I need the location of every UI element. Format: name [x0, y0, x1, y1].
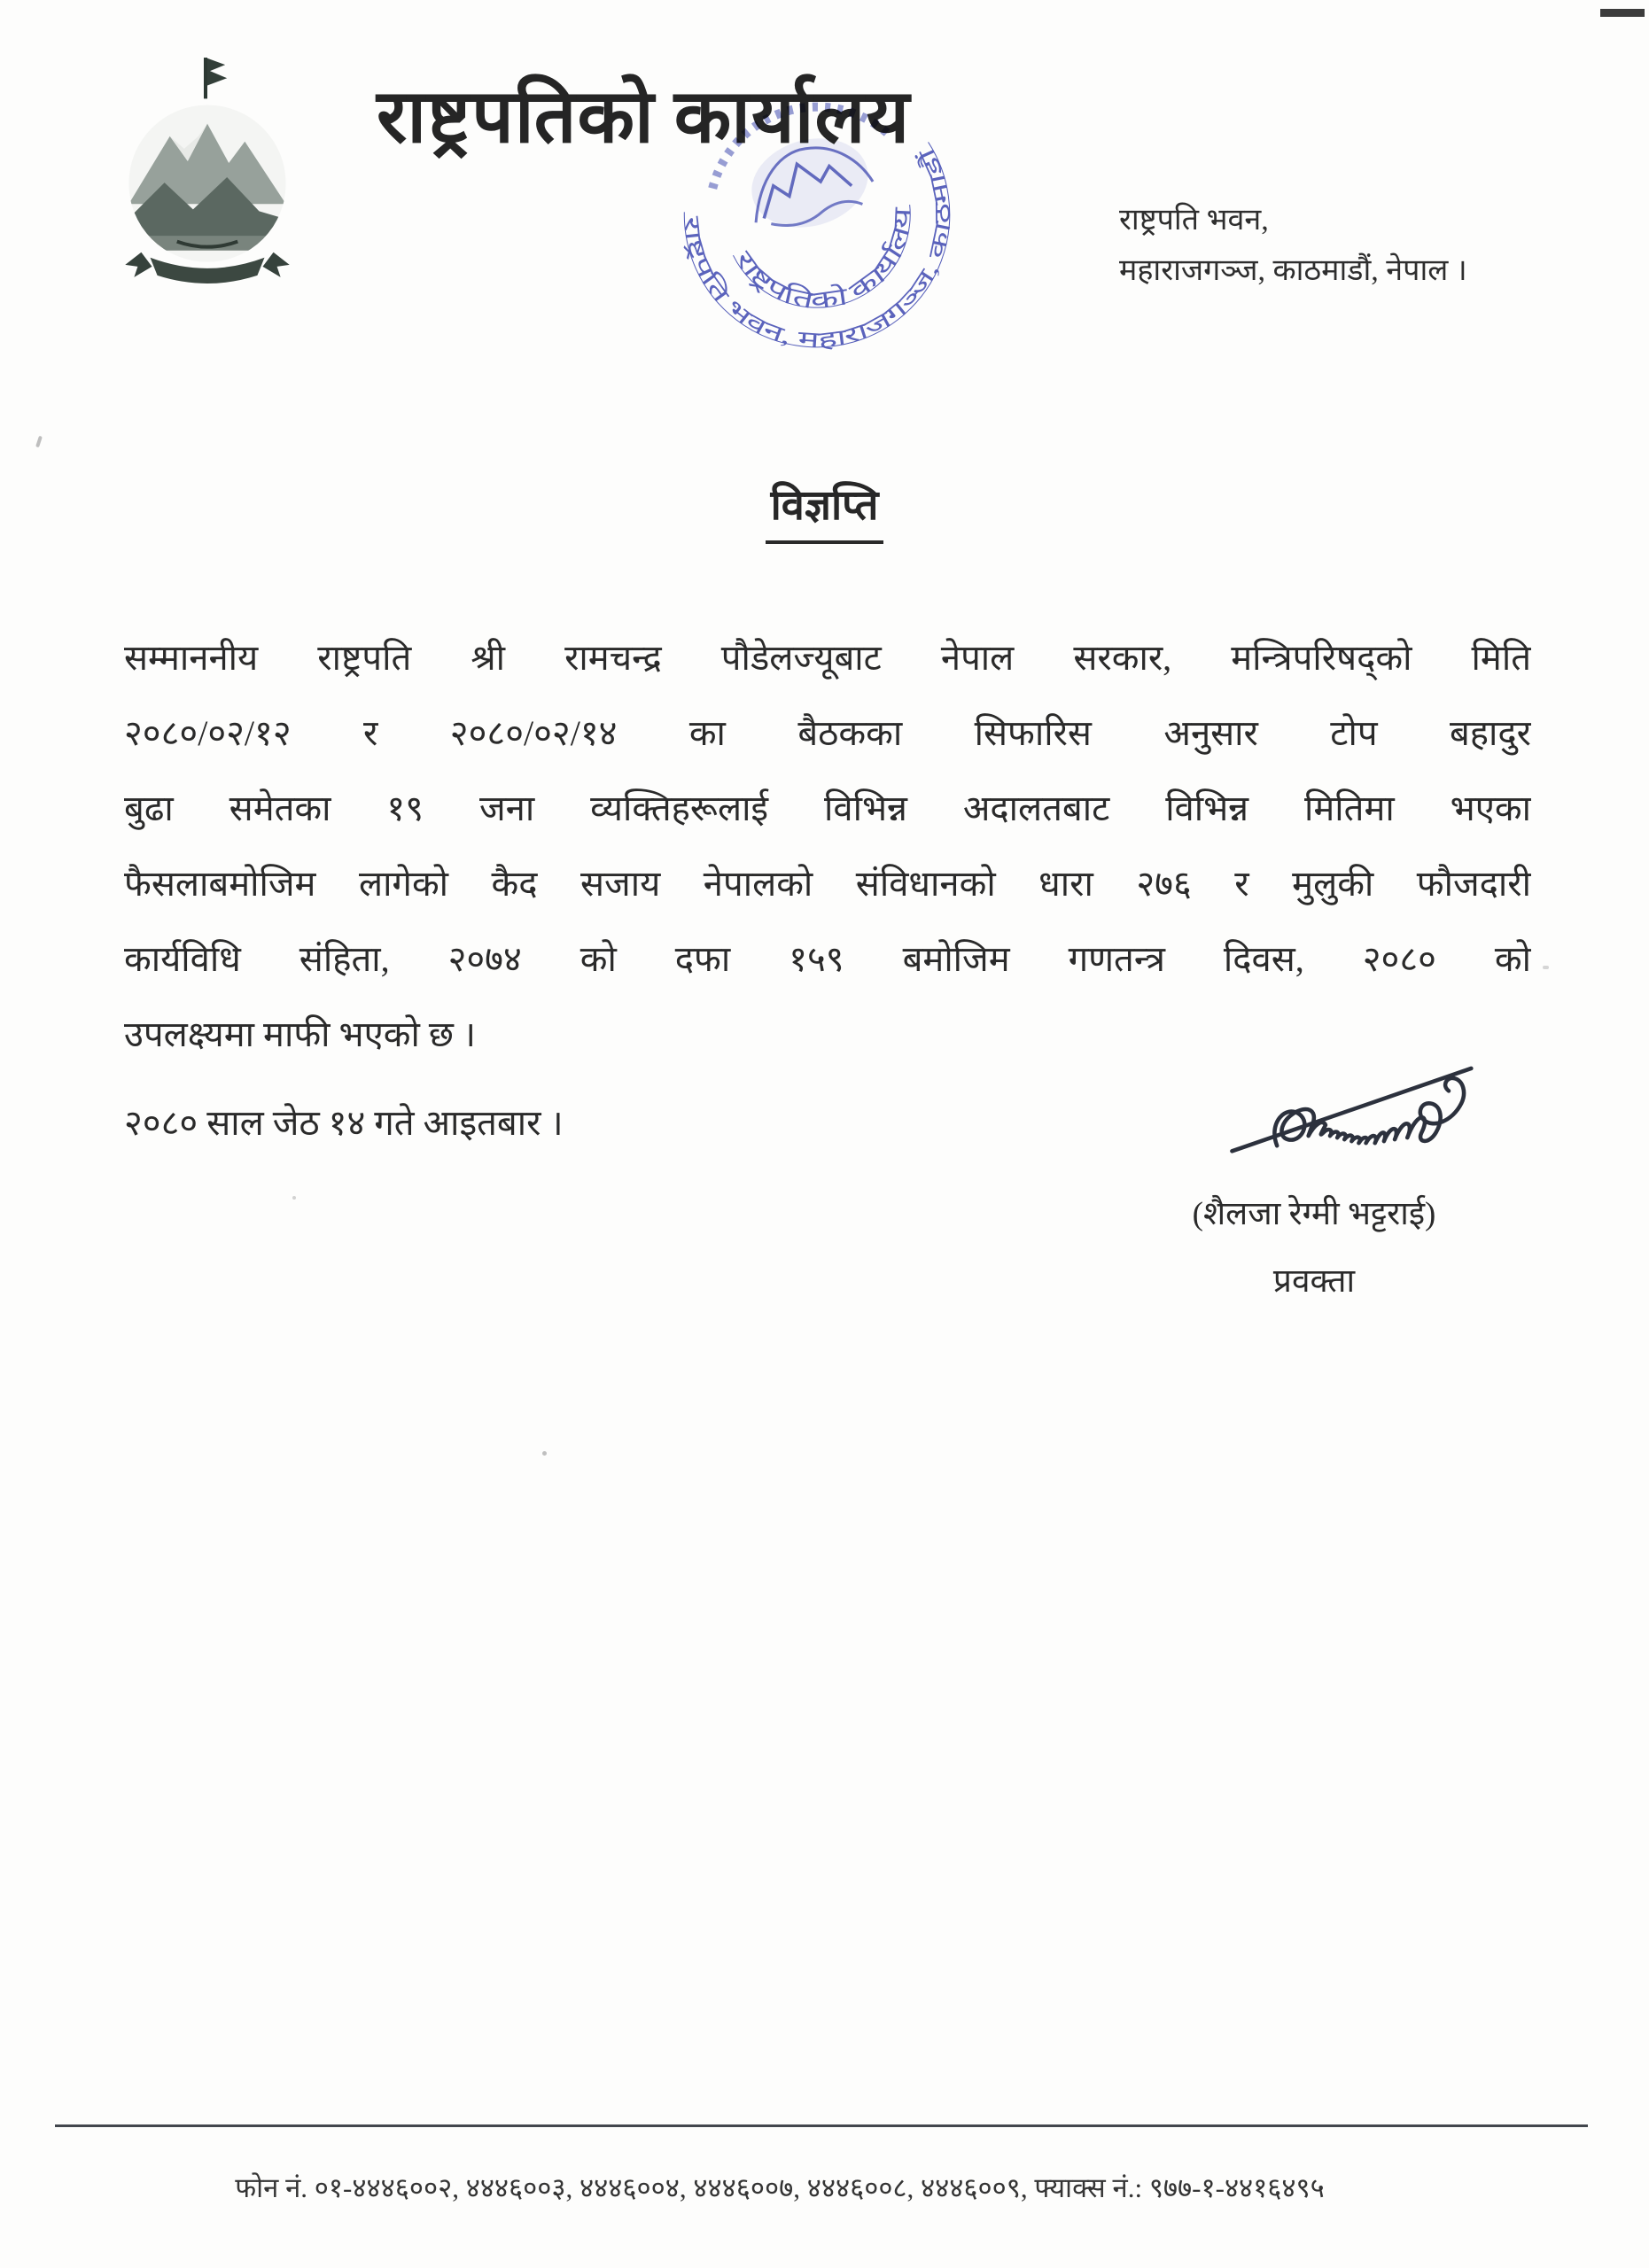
notice-title: विज्ञप्ति: [766, 475, 884, 544]
notice-body: [124, 620, 1531, 1072]
signatory-designation: प्रवक्ता: [1272, 1263, 1356, 1300]
address-line-1: राष्ट्रपति भवन,: [1119, 204, 1269, 237]
office-title: राष्ट्रपतिको कार्यालय: [377, 76, 911, 159]
body-line: बुढा समेतका १९ जना व्यक्तिहरूलाई विभिन्न अदालतबाट विभिन्न मितिमा भएका: [124, 788, 1531, 828]
stamp-inner-ring-text: राष्ट्रपतिको कार्यालय: [729, 214, 916, 315]
scan-artifact-bar: [1600, 9, 1645, 17]
notice-title-wrap: [0, 475, 1649, 544]
office-address: [1119, 195, 1467, 296]
body-line: कार्यविधि संहिता, २०७४ को दफा १५९ बमोजिम गणतन्त्र दिवस, २०८० को: [124, 939, 1531, 979]
nepal-emblem-icon: [91, 51, 323, 289]
handwritten-signature: [1207, 1035, 1513, 1168]
stamp-outer-ring-text: राष्ट्रपति भवन, महाराजगञ्ज, काठमाडौं: [678, 154, 956, 353]
scan-speck: [292, 1196, 296, 1200]
date-line: २०८० साल जेठ १४ गते आइतबार ।: [124, 1103, 564, 1143]
footer-divider: [55, 2124, 1588, 2127]
body-line: २०८०/०२/१२ र २०८०/०२/१४ का बैठकका सिफारिस अनुसार टोप बहादुर: [124, 713, 1531, 753]
signatory-name: (शैलजा रेग्मी भट्टराई): [1192, 1196, 1436, 1232]
body-line: फैसलाबमोजिम लागेको कैद सजाय नेपालको संविधानको धारा २७६ र मुलुकी फौजदारी: [124, 864, 1531, 904]
scan-speck: [1543, 966, 1549, 969]
body-line: सम्माननीय राष्ट्रपति श्री रामचन्द्र पौडेलज्यूबाट नेपाल सरकार, मन्त्रिपरिषद्को मिति: [124, 638, 1531, 678]
scan-speck: [35, 436, 43, 448]
address-line-2: महाराजगञ्ज, काठमाडौं, नेपाल ।: [1119, 254, 1467, 287]
office-round-stamp-icon: [665, 62, 969, 367]
scan-speck: [542, 1451, 547, 1456]
body-line: उपलक्ष्यमा माफी भएको छ ।: [124, 1014, 477, 1054]
footer-contact: फोन नं. ०१-४४४६००२, ४४४६००३, ४४४६००४, ४४४६००७, ४४४६००८, ४४४६००९, फ्याक्स नं.: ९७७-१-४४१६४९५: [235, 2172, 1325, 2203]
